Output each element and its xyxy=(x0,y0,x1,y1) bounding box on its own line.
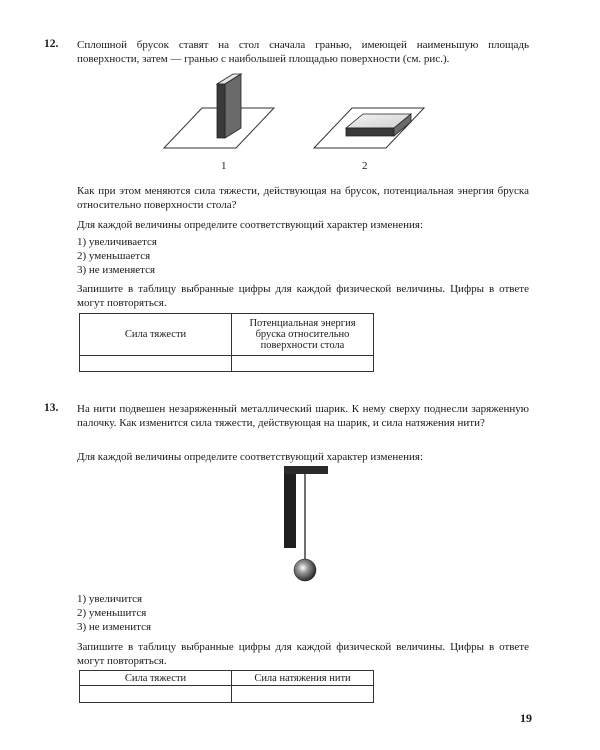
q12-header-gravity: Сила тяжести xyxy=(80,314,232,356)
q13-intro: На нити подвешен незаряженный металлический шарик. К нему сверху поднесли заряженную палочку. Как изменится сила тяжести, действующая на шарик, и сила натяжения нити? xyxy=(77,403,529,430)
q12-table-instruction: Запишите в таблицу выбранные цифры для каждой физической величины. Цифры в ответе могут повторяться. xyxy=(77,283,529,310)
figure-2-label: 2 xyxy=(362,160,368,172)
q13-answer-cell-tension[interactable] xyxy=(232,686,374,703)
suspension-bar xyxy=(284,466,328,474)
q13-pendulum-figure xyxy=(276,464,336,586)
q13-answer-table xyxy=(79,670,374,703)
charged-rod xyxy=(284,474,296,548)
q13-option-2: 2) уменьшится xyxy=(77,607,147,619)
q13-header-tension: Сила натяжения нити xyxy=(232,671,374,686)
q12-number: 12. xyxy=(44,38,59,50)
q12-option-1: 1) увеличивается xyxy=(77,236,157,248)
figure-1-label: 1 xyxy=(221,160,227,172)
q12-answer-cell-potential-energy[interactable] xyxy=(232,356,374,372)
q13-number: 13. xyxy=(44,402,59,414)
q13-answer-cell-gravity[interactable] xyxy=(80,686,232,703)
q13-option-1: 1) увеличится xyxy=(77,593,143,605)
q12-figure xyxy=(160,70,430,160)
q12-option-3: 3) не изменяется xyxy=(77,264,156,276)
figure-2-lying-block xyxy=(314,108,424,148)
q12-question: Как при этом меняются сила тяжести, действующая на брусок, потенциальная энергия бруска относительно поверхности стола? xyxy=(77,185,529,212)
q13-table-instruction: Запишите в таблицу выбранные цифры для каждой физической величины. Цифры в ответе могут повторяться. xyxy=(77,641,529,668)
q12-instruction: Для каждой величины определите соответствующий характер изменения: xyxy=(77,219,424,231)
q12-answer-table xyxy=(79,313,374,372)
q12-answer-cell-gravity[interactable] xyxy=(80,356,232,372)
q12-header-potential-energy: Потенциальная энергия бруска относительно поверхности стола xyxy=(232,314,374,356)
q12-option-2: 2) уменьшается xyxy=(77,250,151,262)
q12-intro: Сплошной брусок ставят на стол сначала гранью, имеющей наименьшую площадь поверхности, затем — гранью с наибольшей площадью поверхности (см. рис.). xyxy=(77,39,529,66)
figure-1-standing-block xyxy=(164,74,274,148)
q13-instruction: Для каждой величины определите соответствующий характер изменения: xyxy=(77,451,424,463)
metal-ball xyxy=(294,559,316,581)
q13-option-3: 3) не изменится xyxy=(77,621,152,633)
q13-header-gravity: Сила тяжести xyxy=(80,671,232,686)
page-number: 19 xyxy=(520,711,532,725)
